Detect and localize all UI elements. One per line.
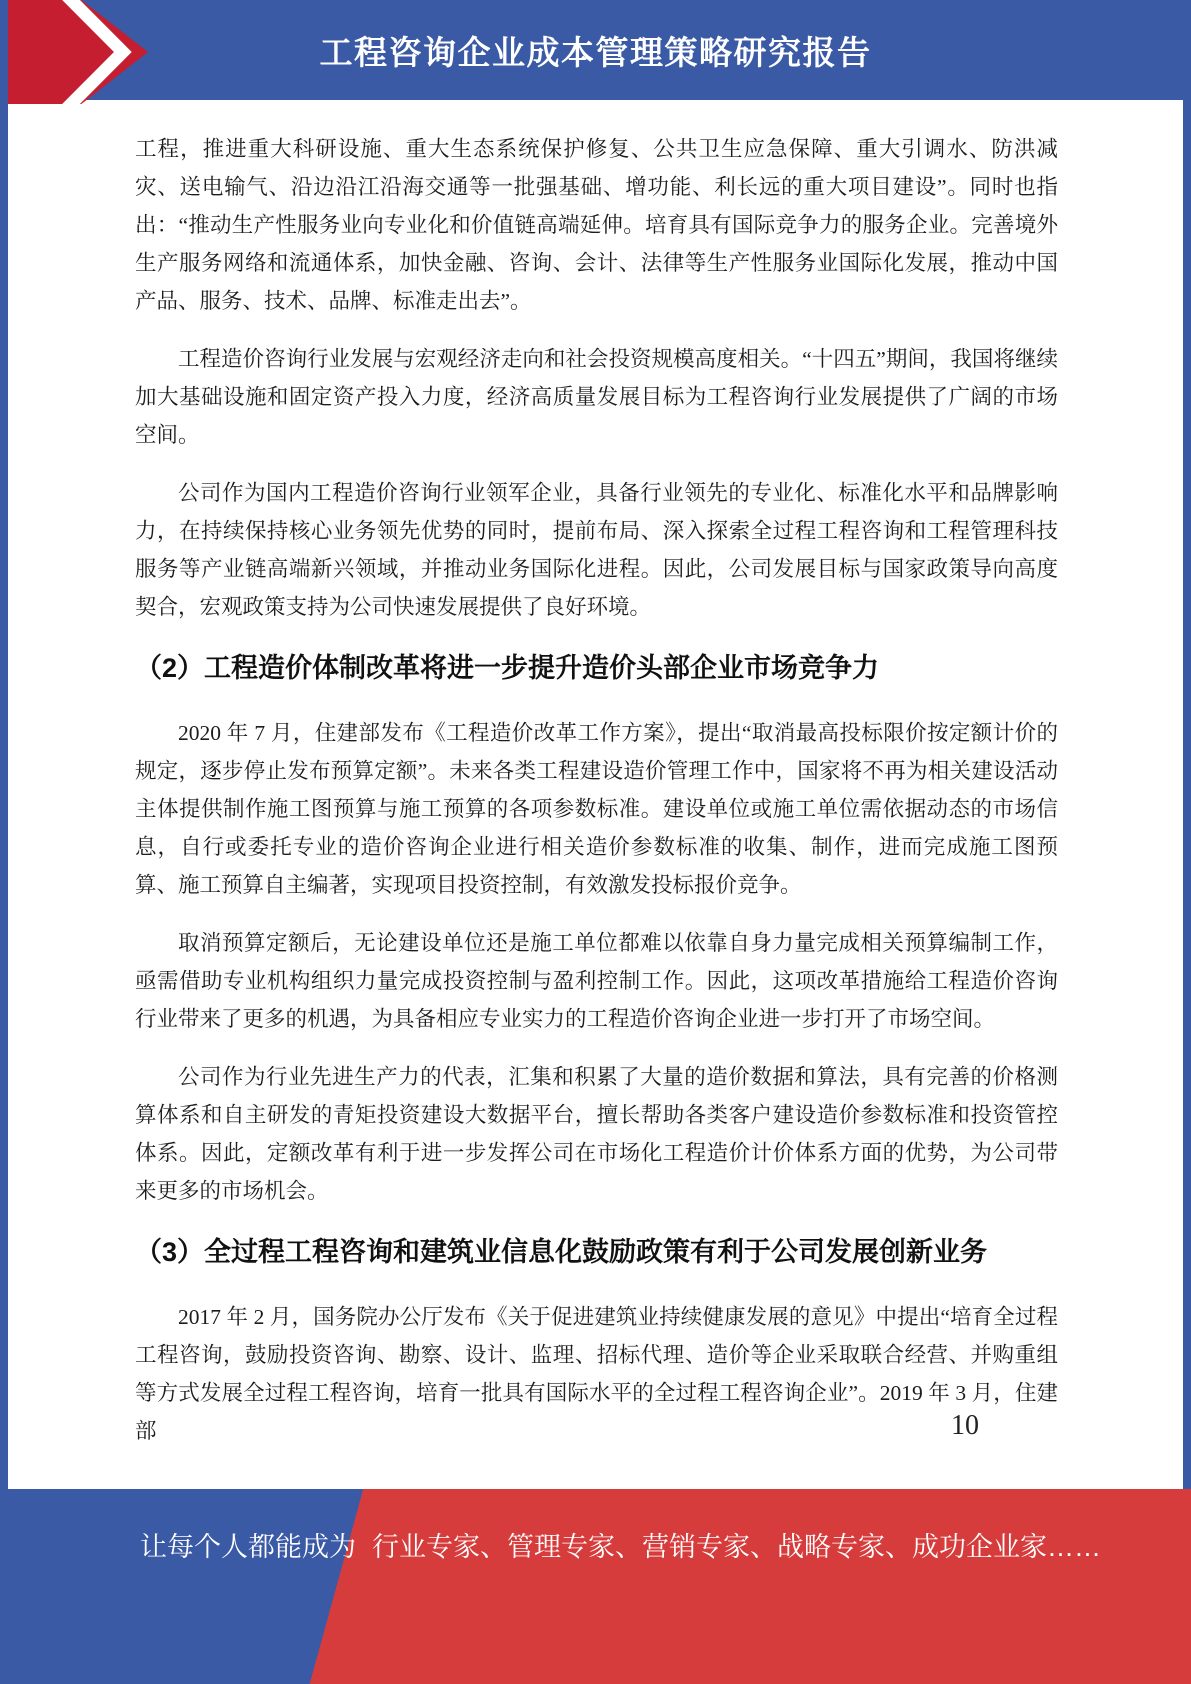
left-border-strip xyxy=(0,0,8,1684)
page-footer xyxy=(0,1489,1191,1684)
paragraph-reform-2020: 2020 年 7 月，住建部发布《工程造价改革工作方案》，提出“取消最高投标限价按定额计价的规定，逐步停止发布预算定额”。未来各类工程建设造价管理工作中，国家将不再为相关建设活动主体提供制作施工图预算与施工预算的各项参数标准。建设单位或施工单位需依据动态的市场信息，自行或委托专业的造价咨询企业进行相关造价参数标准的收集、制作，进而完成施工图预算、施工预算自主编著，实现项目投资控制，有效激发投标报价竞争。 xyxy=(135,721,1058,897)
footer-slogan-left: 让每个人都能成为 xyxy=(140,1532,356,1562)
page-number: 10 xyxy=(951,1410,979,1441)
paragraph-quota-cancellation: 取消预算定额后，无论建设单位还是施工单位都难以依靠自身力量完成相关预算编制工作，亟需借助专业机构组织力量完成投资控制与盈利控制工作。因此，这项改革措施给工程造价咨询行业带来了更多的机遇，为具备相应专业实力的工程造价咨询企业进一步打开了市场空间。 xyxy=(135,931,1058,1031)
paragraph-macro-economy: 工程造价咨询行业发展与宏观经济走向和社会投资规模高度相关。“十四五”期间，我国将继续加大基础设施和固定资产投入力度，经济高质量发展目标为工程咨询行业发展提供了广阔的市场空间。 xyxy=(135,347,1058,447)
red-arrow-icon xyxy=(0,0,148,104)
report-title: 工程咨询企业成本管理策略研究报告 xyxy=(319,33,872,71)
paragraph-company-leadership: 公司作为国内工程造价咨询行业领军企业，具备行业领先的专业化、标准化水平和品牌影响力，在持续保持核心业务领先优势的同时，提前布局、深入探索全过程工程咨询和工程管理科技服务等产业链高端新兴领域，并推动业务国际化进程。因此，公司发展目标与国家政策导向高度契合，宏观政策支持为公司快速发展提供了良好环境。 xyxy=(135,481,1058,619)
footer-slogan-right: 行业专家、管理专家、营销专家、战略专家、成功企业家…… xyxy=(372,1532,1101,1562)
right-border-strip xyxy=(1183,0,1191,1684)
paragraph-policy-2017: 2017 年 2 月，国务院办公厅发布《关于促进建筑业持续健康发展的意见》中提出“培育全过程工程咨询，鼓励投资咨询、勘察、设计、监理、招标代理、造价等企业采取联合经营、并购重组等方式发展全过程工程咨询，培育一批具有国际水平的全过程工程咨询企业”。2019 年 3 月，住建部 xyxy=(135,1305,1058,1443)
footer-red-panel xyxy=(0,1489,1191,1684)
page-header xyxy=(0,0,1191,100)
section-heading-3: （3）全过程工程咨询和建筑业信息化鼓励政策有利于公司发展创新业务 xyxy=(135,1237,988,1267)
paragraph-policy-continuation: 工程，推进重大科研设施、重大生态系统保护修复、公共卫生应急保障、重大引调水、防洪减灾、送电输气、沿边沿江沿海交通等一批强基础、增功能、利长远的重大项目建设”。同时也指出：“推动生产性服务业向专业化和价值链高端延伸。培育具有国际竞争力的服务企业。完善境外生产服务网络和流通体系，加快金融、咨询、会计、法律等生产性服务业国际化发展，推动中国产品、服务、技术、品牌、标准走出去”。 xyxy=(135,137,1058,313)
document-body xyxy=(0,100,1191,1450)
paragraph-company-advantage: 公司作为行业先进生产力的代表，汇集和积累了大量的造价数据和算法，具有完善的价格测算体系和自主研发的青矩投资建设大数据平台，擅长帮助各类客户建设造价参数标准和投资管控体系。因此，定额改革有利于进一步发挥公司在市场化工程造价计价体系方面的优势，为公司带来更多的市场机会。 xyxy=(135,1065,1058,1203)
section-heading-2: （2）工程造价体制改革将进一步提升造价头部企业市场竞争力 xyxy=(135,653,880,683)
